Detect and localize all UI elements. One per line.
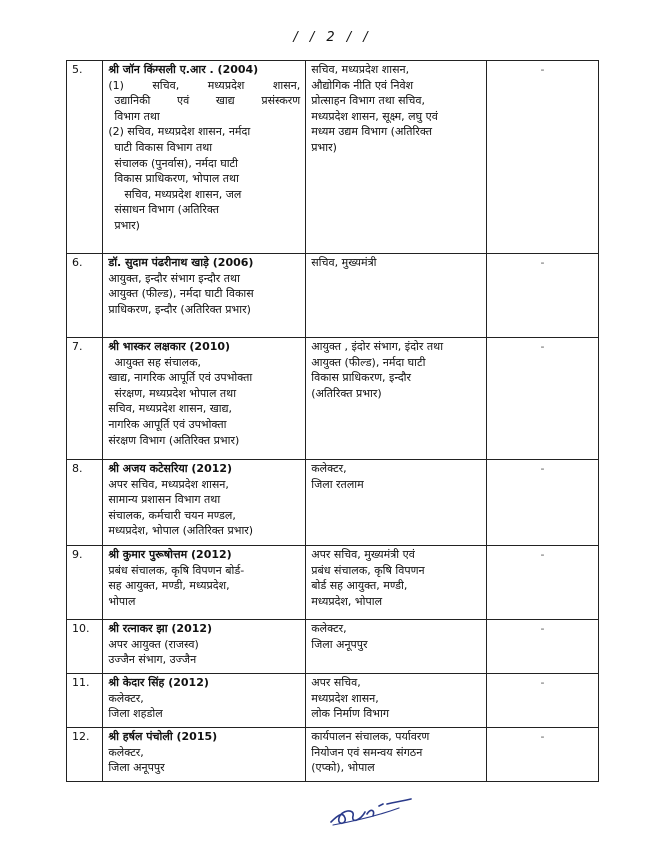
current-posting-line: आयुक्त, इन्दौर संभाग इन्दौर तथा bbox=[108, 271, 240, 285]
new-posting-line: विकास प्राधिकरण, इन्दौर bbox=[311, 371, 412, 385]
current-posting-line: जिला शहडोल bbox=[108, 707, 163, 721]
current-posting-line: संरक्षण विभाग (अतिरिक्त प्रभार) bbox=[108, 433, 240, 447]
current-posting-line: अपर सचिव, मध्यप्रदेश शासन, bbox=[108, 477, 229, 491]
new-posting-line: लोक निर्माण विभाग bbox=[311, 707, 390, 721]
serial-number: 7. bbox=[67, 338, 103, 460]
table-row bbox=[67, 61, 599, 254]
page-number-marker: / / 2 / / bbox=[293, 30, 372, 45]
new-posting-cell bbox=[306, 61, 487, 254]
new-posting-cell bbox=[306, 254, 487, 338]
current-posting-line: विभाग तथा bbox=[114, 109, 160, 123]
table-row bbox=[67, 254, 599, 338]
current-posting-line: आयुक्त सह संचालक, bbox=[114, 355, 202, 369]
table-row bbox=[67, 674, 599, 728]
current-posting-line: कलेक्टर, bbox=[108, 745, 144, 759]
new-posting-line: आयुक्त , इंदोर संभाग, इंदोर तथा bbox=[311, 340, 444, 353]
current-posting-line: खाद्य, नागरिक आपूर्ति एवं उपभोक्ता bbox=[108, 371, 253, 385]
new-posting-line: सचिव, मुख्यमंत्री bbox=[311, 256, 377, 269]
officer-cell bbox=[103, 254, 306, 338]
officer-name: डॉ. सुदाम पंढरीनाथ खाड़े (2006) bbox=[108, 256, 254, 269]
officer-name: श्री कुमार पुरूषोत्तम (2012) bbox=[108, 548, 232, 561]
signature-mark bbox=[325, 794, 415, 830]
new-posting-line: प्रोत्साहन विभाग तथा सचिव, bbox=[311, 94, 425, 108]
new-posting-line: जिला रतलाम bbox=[311, 477, 364, 491]
new-posting-line: मध्यप्रदेश, भोपाल bbox=[311, 594, 383, 608]
current-posting-line: संरक्षण, मध्यप्रदेश भोपाल तथा bbox=[114, 386, 237, 400]
current-posting-line: उज्जैन संभाग, उज्जैन bbox=[108, 653, 197, 667]
serial-number: 11. bbox=[67, 674, 103, 728]
officer-name: श्री केदार सिंह (2012) bbox=[108, 676, 209, 689]
officer-name: श्री रत्नाकर झा (2012) bbox=[108, 622, 213, 635]
new-posting-line: सचिव, मध्यप्रदेश शासन, bbox=[311, 63, 410, 76]
new-posting-line: कलेक्टर, bbox=[311, 462, 347, 475]
remark-cell: - bbox=[486, 254, 598, 338]
current-posting-line: भोपाल bbox=[108, 594, 136, 608]
officer-cell bbox=[103, 674, 306, 728]
current-posting-line: जिला अनूपपुर bbox=[108, 761, 165, 775]
new-posting-line: अपर सचिव, मुख्यमंत्री एवं bbox=[311, 548, 415, 561]
new-posting-line: बोर्ड सह आयुक्त, मण्डी, bbox=[311, 579, 408, 593]
table-row bbox=[67, 546, 599, 620]
table-row bbox=[67, 460, 599, 546]
officer-name: श्री भास्कर लक्षकार (2010) bbox=[108, 340, 231, 353]
table-row bbox=[67, 620, 599, 674]
current-posting-line: संचालक (पुनर्वास), नर्मदा घाटी bbox=[114, 156, 238, 170]
current-posting-line: (2) सचिव, मध्यप्रदेश शासन, नर्मदा bbox=[108, 125, 251, 139]
remark-cell: - bbox=[486, 460, 598, 546]
current-posting-line: सामान्य प्रशासन विभाग तथा bbox=[108, 493, 221, 507]
new-posting-line: जिला अनूपपुर bbox=[311, 637, 368, 651]
new-posting-line: प्रभार) bbox=[311, 140, 337, 154]
serial-number: 8. bbox=[67, 460, 103, 546]
current-posting-line: विकास प्राधिकरण, भोपाल तथा bbox=[114, 172, 239, 186]
current-posting-line: नागरिक आपूर्ति एवं उपभोक्ता bbox=[108, 417, 227, 431]
current-posting-line: (1) सचिव, मध्यप्रदेश शासन, bbox=[108, 78, 301, 92]
current-posting-line: उद्यानिकी एवं खाद्य प्रसंस्करण bbox=[114, 94, 301, 108]
new-posting-cell bbox=[306, 546, 487, 620]
new-posting-line: मध्यप्रदेश शासन, सूक्ष्म, लघु एवं bbox=[311, 109, 438, 123]
new-posting-cell bbox=[306, 728, 487, 782]
officer-cell bbox=[103, 728, 306, 782]
officer-name: श्री अजय कटेसरिया (2012) bbox=[108, 462, 233, 475]
serial-number: 5. bbox=[67, 61, 103, 254]
current-posting-line: प्रभार) bbox=[114, 218, 140, 232]
officer-name: श्री जॉन किंग्सली ए.आर . (2004) bbox=[108, 63, 259, 76]
table-row bbox=[67, 338, 599, 460]
current-posting-line: सचिव, मध्यप्रदेश शासन, जल bbox=[124, 187, 242, 201]
new-posting-cell bbox=[306, 674, 487, 728]
current-posting-line: प्रबंध संचालक, कृषि विपणन बोर्ड- bbox=[108, 563, 245, 577]
remark-cell: - bbox=[486, 546, 598, 620]
remark-cell: - bbox=[486, 728, 598, 782]
current-posting-line: संचालक, कर्मचारी चयन मण्डल, bbox=[108, 508, 236, 522]
new-posting-line: मध्यम उद्यम विभाग (अतिरिक्त bbox=[311, 125, 432, 139]
officer-cell bbox=[103, 620, 306, 674]
serial-number: 10. bbox=[67, 620, 103, 674]
current-posting-line: सह आयुक्त, मण्डी, मध्यप्रदेश, bbox=[108, 579, 230, 593]
current-posting-line: अपर आयुक्त (राजस्व) bbox=[108, 637, 199, 651]
officer-cell bbox=[103, 546, 306, 620]
current-posting-line: घाटी विकास विभाग तथा bbox=[114, 140, 213, 154]
remark-cell: - bbox=[486, 61, 598, 254]
new-posting-cell bbox=[306, 338, 487, 460]
new-posting-line: कार्यपालन संचालक, पर्यावरण bbox=[311, 730, 430, 743]
officer-cell bbox=[103, 338, 306, 460]
new-posting-line: औद्योगिक नीति एवं निवेश bbox=[311, 78, 414, 92]
table-row bbox=[67, 728, 599, 782]
current-posting-line: संसाधन विभाग (अतिरिक्त bbox=[114, 203, 219, 217]
officer-cell bbox=[103, 460, 306, 546]
remark-cell: - bbox=[486, 620, 598, 674]
current-posting-line: कलेक्टर, bbox=[108, 691, 144, 705]
officer-cell bbox=[103, 61, 306, 254]
remark-cell: - bbox=[486, 338, 598, 460]
new-posting-line: आयुक्त (फील्ड), नर्मदा घाटी bbox=[311, 355, 426, 369]
new-posting-line: (अतिरिक्त प्रभार) bbox=[311, 386, 382, 400]
current-posting-line: आयुक्त (फील्ड), नर्मदा घाटी विकास bbox=[108, 287, 254, 301]
new-posting-line: प्रबंध संचालक, कृषि विपणन bbox=[311, 563, 425, 577]
current-posting-line: प्राधिकरण, इन्दौर (अतिरिक्त प्रभार) bbox=[108, 302, 251, 316]
officer-name: श्री हर्षल पंचोली (2015) bbox=[108, 730, 218, 743]
transfer-orders-table bbox=[66, 60, 599, 782]
new-posting-line: कलेक्टर, bbox=[311, 622, 347, 635]
new-posting-line: अपर सचिव, bbox=[311, 676, 361, 689]
serial-number: 6. bbox=[67, 254, 103, 338]
new-posting-cell bbox=[306, 620, 487, 674]
new-posting-cell bbox=[306, 460, 487, 546]
new-posting-line: मध्यप्रदेश शासन, bbox=[311, 691, 379, 705]
current-posting-line: मध्यप्रदेश, भोपाल (अतिरिक्त प्रभार) bbox=[108, 524, 254, 538]
current-posting-line: सचिव, मध्यप्रदेश शासन, खाद्य, bbox=[108, 402, 233, 416]
new-posting-line: नियोजन एवं समन्वय संगठन bbox=[311, 745, 423, 759]
serial-number: 12. bbox=[67, 728, 103, 782]
new-posting-line: (एप्को), भोपाल bbox=[311, 761, 375, 775]
serial-number: 9. bbox=[67, 546, 103, 620]
remark-cell: - bbox=[486, 674, 598, 728]
